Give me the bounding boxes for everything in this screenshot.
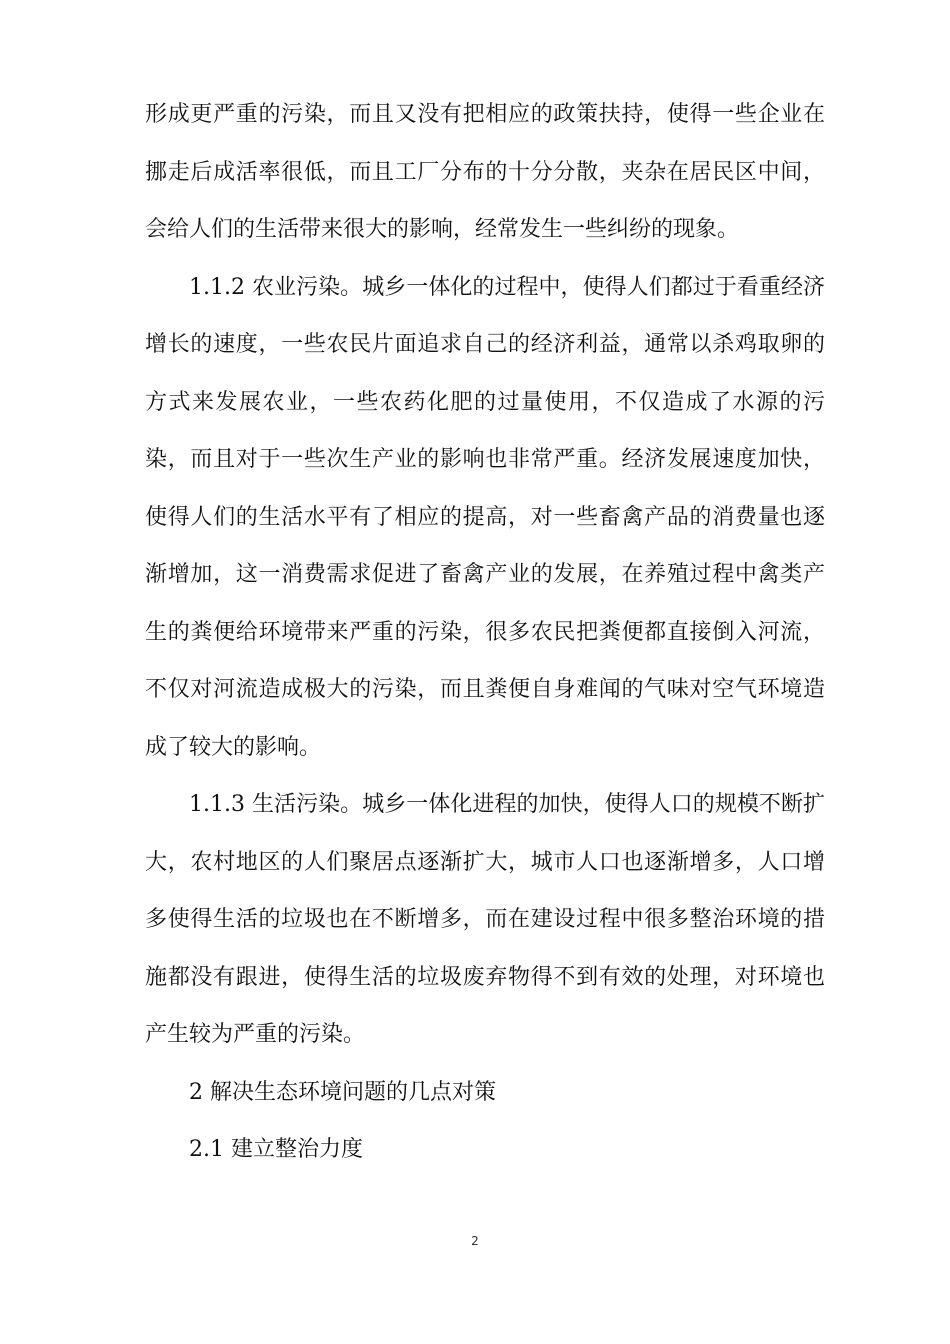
subsection-heading-remediation: 2.1 建立整治力度 (189, 1137, 363, 1162)
paragraph-agricultural-pollution: 1.1.2 农业污染。城乡一体化的过程中，使得人们都过于看重经济增长的速度，一些农民片面追求自己的经济利益，通常以杀鸡取卵的方式来发展农业，一些农药化肥的过量使用，不仅造成了水源的污染，而且对于一些次生产业的影响也非常严重。经济发展速度加快，使得人们的生活水平有了相应的提高，对一些畜禽产品的消费量也逐渐增加，这一消费需求促进了畜禽产业的发展，在养殖过程中禽类产生的粪便给环境带来严重的污染，很多农民把粪便都直接倒入河流，不仅对河流造成极大的污染，而且粪便自身难闻的气味对空气环境造成了较大的影响。 (145, 274, 825, 760)
section-heading-countermeasures: 2 解决生态环境问题的几点对策 (189, 1079, 496, 1105)
document-body (145, 86, 825, 1179)
paragraph-domestic-pollution: 1.1.3 生活污染。城乡一体化进程的加快，使得人口的规模不断扩大，农村地区的人们聚居点逐渐扩大，城市人口也逐渐增多，人口增多使得生活的垃圾也在不断增多，而在建设过程中很多整治环境的措施都没有跟进，使得生活的垃圾废弃物得不到有效的处理，对环境也产生较为严重的污染。 (145, 792, 825, 1047)
paragraph-continuation: 形成更严重的污染，而且又没有把相应的政策扶持，使得一些企业在挪走后成活率很低，而且工厂分布的十分分散，夹杂在居民区中间，会给人们的生活带来很大的影响，经常发生一些纠纷的现象。 (145, 102, 825, 242)
page-number: 2 (471, 1234, 479, 1248)
